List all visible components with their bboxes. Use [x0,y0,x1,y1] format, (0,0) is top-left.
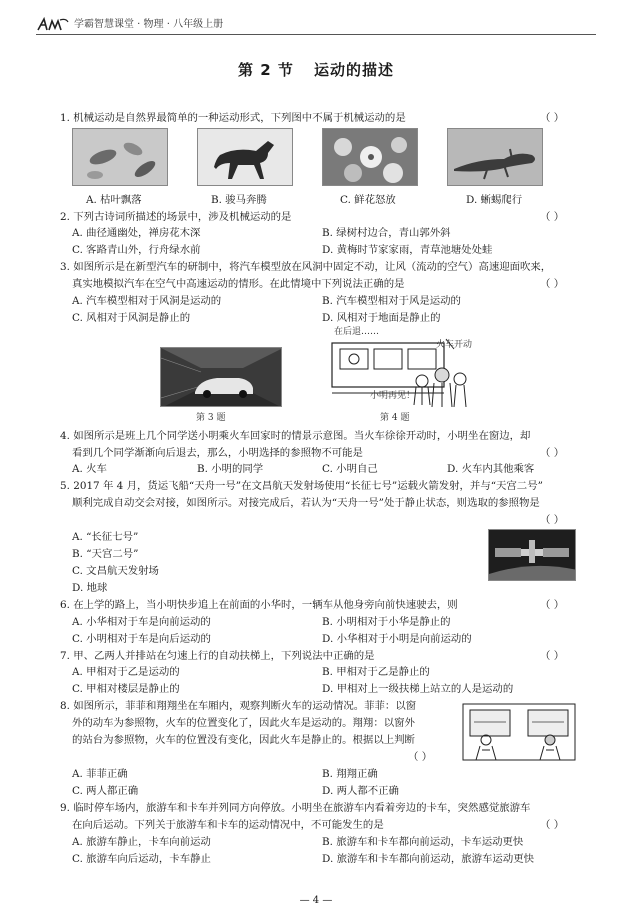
q7-option-a: A. 甲相对于乙是运动的 [72,666,180,678]
q4-stem-line2: 看到几个同学渐渐向后退去，那么，小明选择的参照物不可能是 [72,447,363,459]
q1-option-c: C. 鲜花怒放 [340,194,396,206]
brand-logo-icon [36,16,70,32]
q6-stem: 6. 在上学的路上，当小明快步追上在前面的小华时，一辆车从他身旁向前快速驶去，则 [60,599,458,611]
q2-option-d: D. 黄梅时节家家雨，青草池塘处处蛙 [322,244,493,256]
q6-option-d: D. 小华相对于小明是向前运动的 [322,633,472,645]
q2-option-c: C. 客路青山外，行舟绿水前 [72,244,201,256]
q3-stem-line2: 真实地模拟汽车在空气中高速运动的情形。在此情境中下列说法正确的是 [72,278,405,290]
q5-option-b: B. “天宫二号” [72,548,139,560]
q7-answer-bracket: （ ） [540,650,565,662]
q2-answer-bracket: （ ） [540,211,565,223]
q8-option-b: B. 翔翔正确 [322,768,378,780]
q3-figure-wind-tunnel [160,347,282,407]
q9-option-b: B. 旅游车和卡车都向前运动，卡车运动更快 [322,836,524,848]
q8-option-c: C. 两人都正确 [72,785,139,797]
q4-figure-label-train-start: 火车开动 [436,340,473,350]
q1-option-b: B. 骏马奔腾 [211,194,267,206]
q3-option-b: B. 汽车模型相对于风是运动的 [322,295,461,307]
q6-option-c: C. 小明相对于车是向后运动的 [72,633,211,645]
q6-answer-bracket: （ ） [540,599,565,611]
q4-stem-line1: 4. 如图所示是班上几个同学送小明乘火车回家时的情景示意图。当火车徐徐开动时，小明坐在窗边，却 [60,430,531,442]
q2-option-b: B. 绿树村边合，青山郭外斜 [322,227,451,239]
q4-figure-caption: 第 4 题 [380,413,410,423]
q6-option-b: B. 小明相对于小华是静止的 [322,616,451,628]
header-rule [36,34,596,35]
q6-option-a: A. 小华相对于车是向前运动的 [72,616,211,628]
q9-stem-line2: 在向后运动。下列关于旅游车和卡车的运动情况中，不可能发生的是 [72,819,384,831]
q3-answer-bracket: （ ） [540,278,565,290]
q4-option-d: D. 火车内其他乘客 [447,463,535,475]
q2-option-a: A. 曲径通幽处，禅房花木深 [72,227,201,239]
q8-stem-line1: 8. 如图所示，菲菲和翔翔坐在车厢内，观察判断火车的运动情况。菲菲：以窗 [60,700,417,712]
q9-option-d: D. 旅游车和卡车都向前运动，旅游车运动更快 [322,853,534,865]
q5-figure-spacecraft-docking [488,529,576,581]
q1-answer-bracket: （ ） [540,112,565,124]
q8-answer-bracket: （ ） [408,751,433,763]
q1-photo-blooming-flowers [322,128,418,186]
page-number: — 4 — [299,895,333,906]
q3-option-d: D. 风相对于地面是静止的 [322,312,441,324]
q7-option-c: C. 甲相对楼层是静止的 [72,683,180,695]
q7-option-d: D. 甲相对上一级扶梯上站立的人是运动的 [322,683,514,695]
q9-stem-line1: 9. 临时停车场内，旅游车和卡车并列同方向停放。小明坐在旅游车内看着旁边的卡车，突然感觉旅游车 [60,802,531,814]
q4-option-b: B. 小明的同学 [197,463,264,475]
q5-stem-line2: 顺利完成自动交会对接，如图所示。对接完成后，若认为“天舟一号”处于静止状态，则选取的参照物是 [72,497,540,509]
q8-stem-line2: 外的动车为参照物，火车的位置变化了，因此火车是运动的。翔翔：以窗外 [72,717,415,729]
q5-option-a: A. “长征七号” [72,531,139,543]
header-title: 学霸智慧课堂 · 物理 · 八年级上册 [74,19,224,30]
q2-stem: 2. 下列古诗词所描述的场景中，涉及机械运动的是 [60,211,292,223]
q4-figure-label-goodbye: 小明再见！ [370,391,416,401]
q1-stem: 1. 机械运动是自然界最简单的一种运动形式，下列图中不属于机械运动的是 [60,112,406,124]
q7-option-b: B. 甲相对于乙是静止的 [322,666,430,678]
q8-stem-line3: 的站台为参照物，火车的位置没有变化，因此火车是静止的。根据以上判断 [72,734,415,746]
section-number: 第 2 节 [238,61,294,79]
q9-option-a: A. 旅游车静止，卡车向前运动 [72,836,211,848]
q1-option-a: A. 枯叶飘落 [86,194,142,206]
q3-option-c: C. 风相对于风洞是静止的 [72,312,191,324]
q3-stem-line1: 3. 如图所示是在新型汽车的研制中，将汽车模型放在风洞中固定不动，让风（流动的空气）高速迎面吹来， [60,261,552,273]
q3-figure-caption: 第 3 题 [196,413,226,423]
q8-option-d: D. 两人都不正确 [322,785,399,797]
q4-option-c: C. 小明自己 [322,463,378,475]
q1-option-d: D. 蜥蜴爬行 [466,194,523,206]
q9-option-c: C. 旅游车向后运动，卡车静止 [72,853,211,865]
q4-figure-label-receding: 在后退…… [334,327,380,337]
q5-answer-bracket: （ ） [540,514,565,526]
page-header [36,14,596,36]
q5-option-c: C. 文昌航天发射场 [72,565,159,577]
q8-figure-train-observers [462,700,576,764]
q4-answer-bracket: （ ） [540,447,565,459]
q9-answer-bracket: （ ） [540,819,565,831]
q1-photo-crawling-lizard [447,128,543,186]
q8-option-a: A. 菲菲正确 [72,768,128,780]
q3-option-a: A. 汽车模型相对于风洞是运动的 [72,295,222,307]
q5-stem-line1: 5. 2017 年 4 月，货运飞船“天舟一号”在文昌航天发射场使用“长征七号”运载火箭发射，并与“天宫二号” [60,480,543,492]
q1-photo-galloping-horse [197,128,293,186]
section-name: 运动的描述 [313,61,394,79]
q1-photo-falling-leaves [72,128,168,186]
q4-option-a: A. 火车 [72,463,107,475]
q7-stem: 7. 甲、乙两人并排站在匀速上行的自动扶梯上，下列说法中正确的是 [60,650,375,662]
q5-option-d: D. 地球 [72,582,108,594]
section-title [0,62,632,78]
